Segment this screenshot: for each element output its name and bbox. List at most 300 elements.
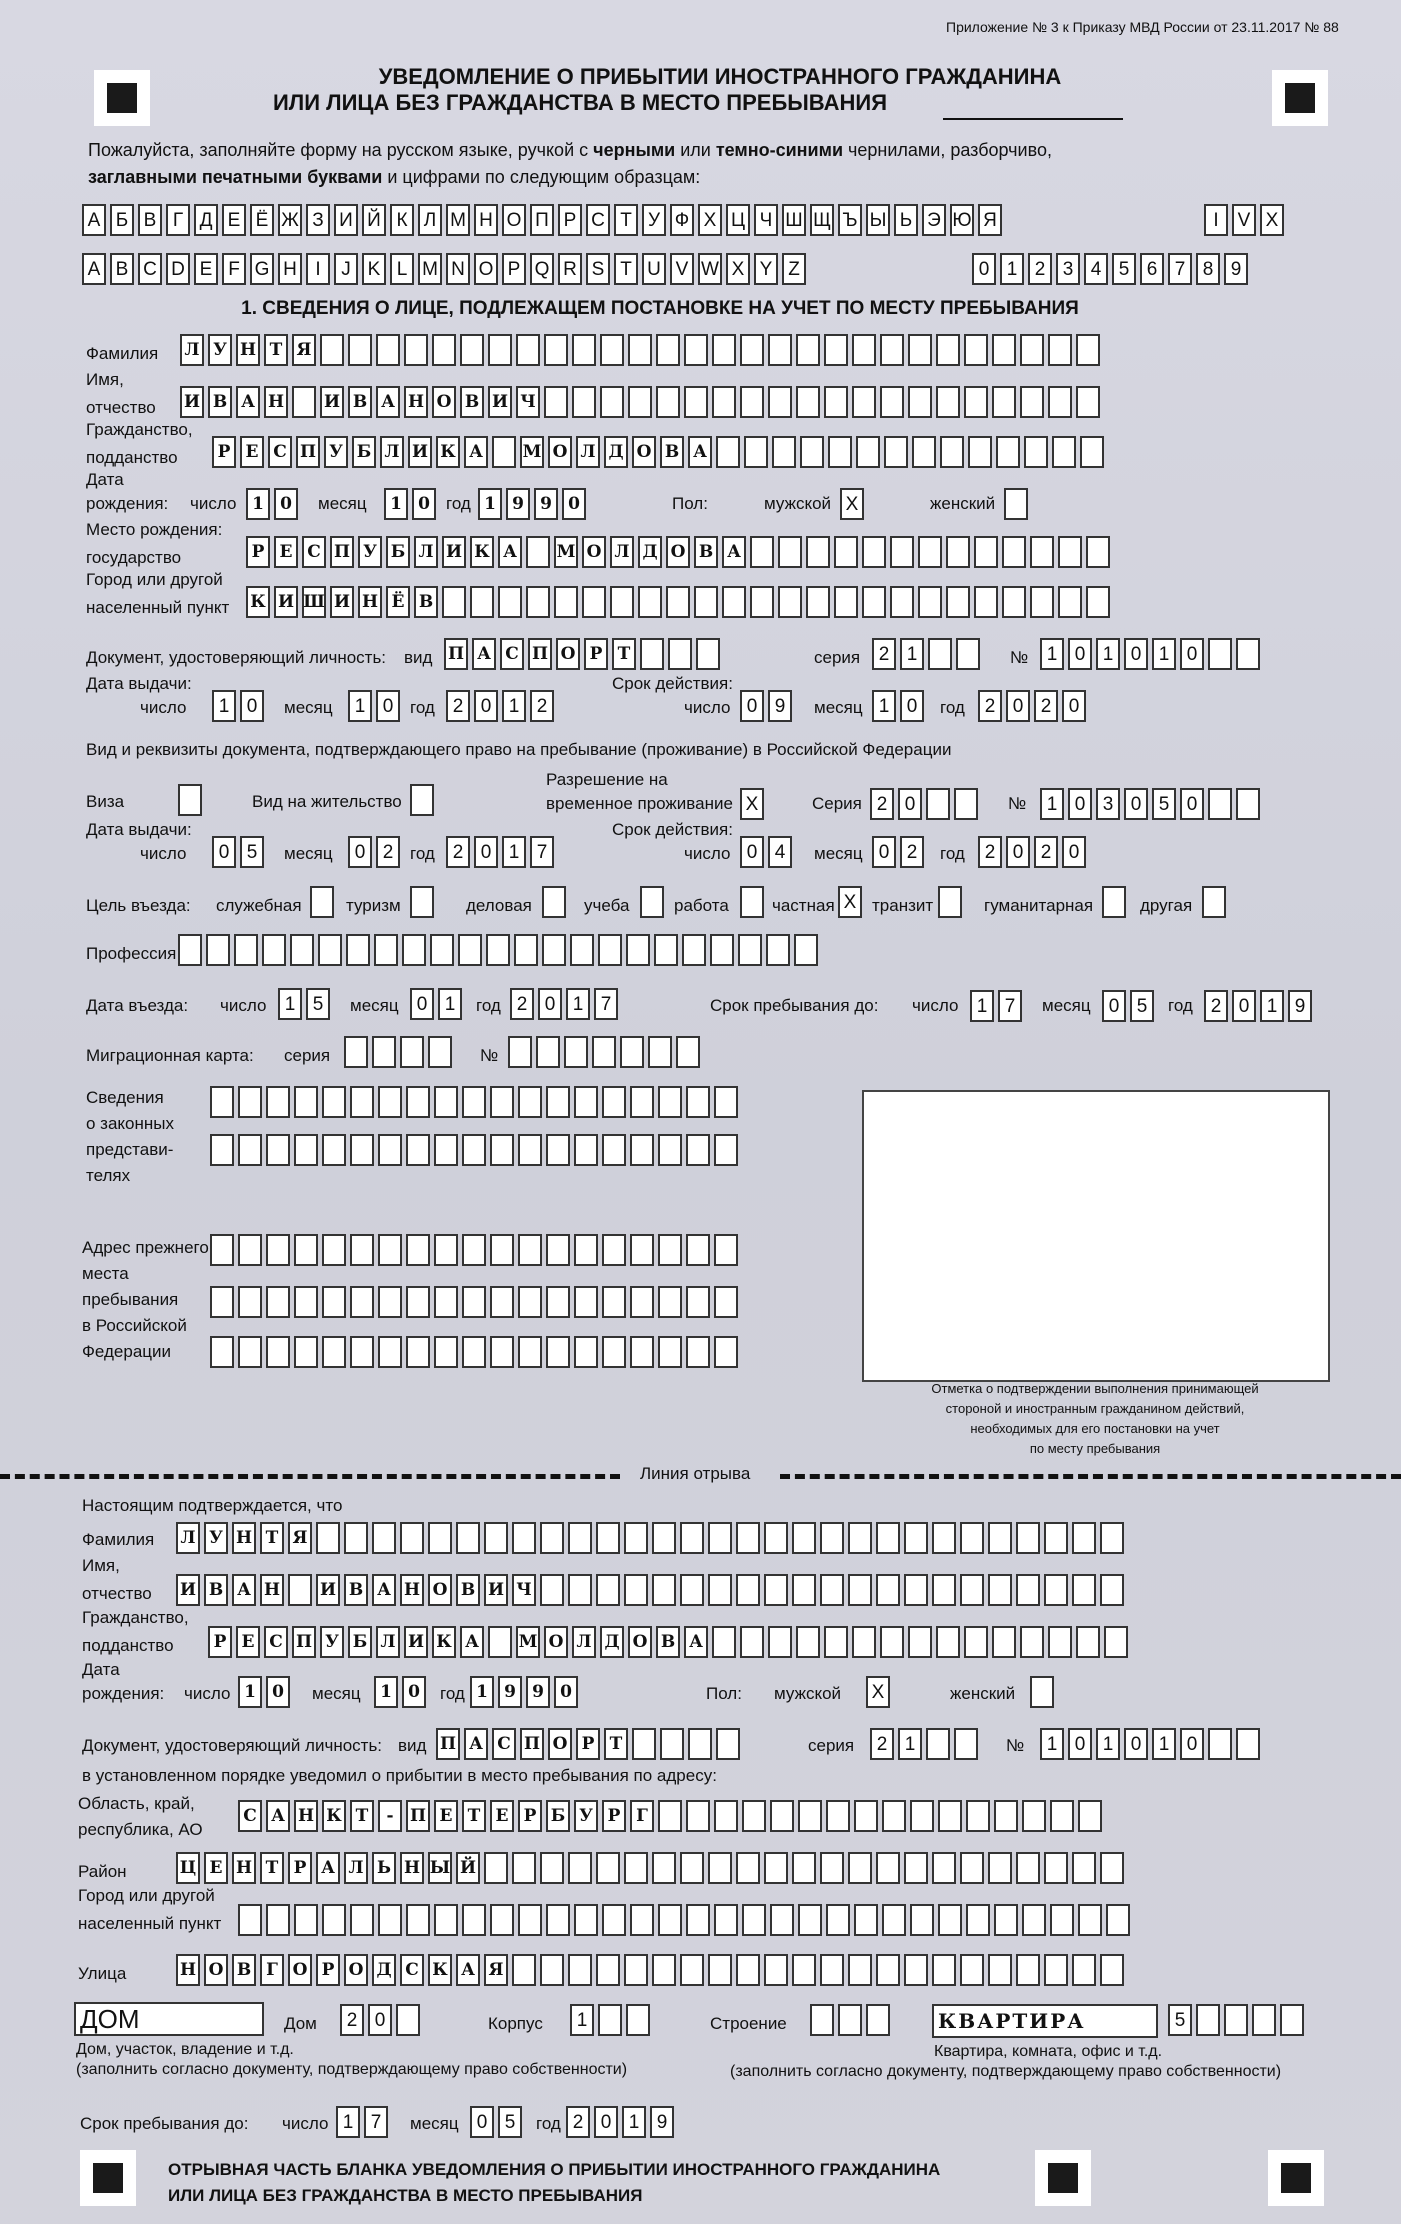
- char-cell[interactable]: X: [838, 886, 862, 918]
- char-cell[interactable]: [1078, 1800, 1102, 1832]
- char-cell[interactable]: И: [484, 1574, 508, 1606]
- char-cell[interactable]: [996, 436, 1020, 468]
- char-cell[interactable]: [638, 586, 662, 618]
- char-cell[interactable]: [568, 1574, 592, 1606]
- char-cell[interactable]: В: [414, 586, 438, 618]
- char-cell[interactable]: И: [408, 436, 432, 468]
- char-cell[interactable]: [630, 1234, 654, 1266]
- char-cell[interactable]: [266, 1904, 290, 1936]
- char-cell[interactable]: [406, 1904, 430, 1936]
- valid-year-field[interactable]: [978, 690, 1086, 722]
- char-cell[interactable]: [400, 1522, 424, 1554]
- permit-series-field[interactable]: [870, 788, 978, 820]
- char-cell[interactable]: [1224, 2004, 1248, 2036]
- char-cell[interactable]: [862, 586, 886, 618]
- char-cell[interactable]: [778, 586, 802, 618]
- char-cell[interactable]: 1: [872, 690, 896, 722]
- char-cell[interactable]: [1030, 1676, 1054, 1708]
- char-cell[interactable]: [596, 1852, 620, 1884]
- char-cell[interactable]: [546, 1336, 570, 1368]
- char-cell[interactable]: [568, 1852, 592, 1884]
- char-cell[interactable]: [764, 1522, 788, 1554]
- permit-valid-year-field[interactable]: [978, 836, 1086, 868]
- char-cell[interactable]: [852, 386, 876, 418]
- char-cell[interactable]: [1078, 1904, 1102, 1936]
- char-cell[interactable]: 1: [502, 836, 526, 868]
- char-cell[interactable]: [628, 334, 652, 366]
- char-cell[interactable]: 1: [246, 488, 270, 520]
- profession-field[interactable]: [178, 934, 818, 966]
- char-cell[interactable]: О: [548, 1728, 572, 1760]
- char-cell[interactable]: [716, 1728, 740, 1760]
- char-cell[interactable]: Н: [236, 334, 260, 366]
- citizenship-field[interactable]: [212, 436, 1104, 468]
- char-cell[interactable]: 0: [474, 690, 498, 722]
- char-cell[interactable]: [602, 1086, 626, 1118]
- char-cell[interactable]: -: [378, 1800, 402, 1832]
- char-cell[interactable]: Е: [490, 1800, 514, 1832]
- purpose-work-checkbox[interactable]: [740, 886, 764, 918]
- char-cell[interactable]: [630, 1904, 654, 1936]
- char-cell[interactable]: [904, 1852, 928, 1884]
- char-cell[interactable]: М: [554, 536, 578, 568]
- char-cell[interactable]: С: [238, 1800, 262, 1832]
- char-cell[interactable]: И: [274, 586, 298, 618]
- char-cell[interactable]: [686, 1336, 710, 1368]
- char-cell[interactable]: 1: [1260, 990, 1284, 1022]
- char-cell[interactable]: Н: [294, 1800, 318, 1832]
- char-cell[interactable]: [462, 1234, 486, 1266]
- char-cell[interactable]: 0: [1006, 836, 1030, 868]
- char-cell[interactable]: [546, 1234, 570, 1266]
- char-cell[interactable]: [658, 1134, 682, 1166]
- flat-type-field[interactable]: КВАРТИРА: [932, 2004, 1158, 2038]
- legal-rep-row-2[interactable]: [210, 1134, 738, 1166]
- char-cell[interactable]: 1: [1096, 1728, 1120, 1760]
- char-cell[interactable]: [1020, 1626, 1044, 1658]
- dob-year-field[interactable]: [478, 488, 586, 520]
- char-cell[interactable]: [1280, 2004, 1304, 2036]
- char-cell[interactable]: [570, 934, 594, 966]
- char-cell[interactable]: [518, 1086, 542, 1118]
- char-cell[interactable]: 2: [530, 690, 554, 722]
- char-cell[interactable]: [882, 1800, 906, 1832]
- char-cell[interactable]: [1052, 436, 1076, 468]
- char-cell[interactable]: В: [660, 436, 684, 468]
- char-cell[interactable]: А: [464, 1728, 488, 1760]
- char-cell[interactable]: Л: [576, 436, 600, 468]
- char-cell[interactable]: [936, 386, 960, 418]
- char-cell[interactable]: 1: [1040, 638, 1064, 670]
- char-cell[interactable]: [624, 1954, 648, 1986]
- char-cell[interactable]: [266, 1286, 290, 1318]
- char-cell[interactable]: [322, 1286, 346, 1318]
- char-cell[interactable]: 1: [478, 488, 502, 520]
- char-cell[interactable]: [596, 1522, 620, 1554]
- char-cell[interactable]: [640, 886, 664, 918]
- char-cell[interactable]: [876, 1954, 900, 1986]
- char-cell[interactable]: К: [436, 436, 460, 468]
- char-cell[interactable]: [1050, 1800, 1074, 1832]
- name-field[interactable]: [180, 386, 1100, 418]
- char-cell[interactable]: 0: [1068, 638, 1092, 670]
- char-cell[interactable]: В: [456, 1574, 480, 1606]
- char-cell[interactable]: В: [208, 386, 232, 418]
- char-cell[interactable]: [542, 886, 566, 918]
- char-cell[interactable]: 1: [1040, 1728, 1064, 1760]
- char-cell[interactable]: [880, 386, 904, 418]
- char-cell[interactable]: [1076, 1626, 1100, 1658]
- char-cell[interactable]: [946, 586, 970, 618]
- char-cell[interactable]: [350, 1086, 374, 1118]
- char-cell[interactable]: [238, 1286, 262, 1318]
- char-cell[interactable]: [344, 1036, 368, 1068]
- pob-city-field[interactable]: [246, 586, 1110, 618]
- char-cell[interactable]: [848, 1574, 872, 1606]
- char-cell[interactable]: А: [498, 536, 522, 568]
- char-cell[interactable]: А: [472, 638, 496, 670]
- char-cell[interactable]: А: [460, 1626, 484, 1658]
- purpose-transit-checkbox[interactable]: [938, 886, 962, 918]
- char-cell[interactable]: Т: [260, 1852, 284, 1884]
- char-cell[interactable]: [1072, 1574, 1096, 1606]
- entry-day-field[interactable]: [278, 988, 330, 1020]
- char-cell[interactable]: Я: [288, 1522, 312, 1554]
- char-cell[interactable]: [512, 1522, 536, 1554]
- char-cell[interactable]: [1076, 386, 1100, 418]
- char-cell[interactable]: [750, 586, 774, 618]
- char-cell[interactable]: 1: [238, 1676, 262, 1708]
- tear-name-field[interactable]: [176, 1574, 1124, 1606]
- char-cell[interactable]: Т: [350, 1800, 374, 1832]
- char-cell[interactable]: [926, 1728, 950, 1760]
- char-cell[interactable]: [600, 334, 624, 366]
- char-cell[interactable]: [442, 586, 466, 618]
- char-cell[interactable]: [910, 1800, 934, 1832]
- purpose-study-checkbox[interactable]: [640, 886, 664, 918]
- char-cell[interactable]: 1: [470, 1676, 494, 1708]
- char-cell[interactable]: О: [556, 638, 580, 670]
- char-cell[interactable]: [238, 1904, 262, 1936]
- char-cell[interactable]: Б: [352, 436, 376, 468]
- char-cell[interactable]: [462, 1086, 486, 1118]
- char-cell[interactable]: Г: [260, 1954, 284, 1986]
- char-cell[interactable]: [964, 1626, 988, 1658]
- char-cell[interactable]: 1: [1152, 638, 1176, 670]
- char-cell[interactable]: [1044, 1954, 1068, 1986]
- entry-month-field[interactable]: [410, 988, 462, 1020]
- char-cell[interactable]: И: [180, 386, 204, 418]
- char-cell[interactable]: О: [666, 536, 690, 568]
- char-cell[interactable]: [1072, 1522, 1096, 1554]
- char-cell[interactable]: [378, 1234, 402, 1266]
- char-cell[interactable]: [668, 638, 692, 670]
- char-cell[interactable]: У: [324, 436, 348, 468]
- char-cell[interactable]: [964, 386, 988, 418]
- char-cell[interactable]: Н: [404, 386, 428, 418]
- char-cell[interactable]: [656, 334, 680, 366]
- char-cell[interactable]: 5: [306, 988, 330, 1020]
- char-cell[interactable]: 7: [998, 990, 1022, 1022]
- char-cell[interactable]: [462, 1286, 486, 1318]
- char-cell[interactable]: 1: [898, 1728, 922, 1760]
- legal-rep-row-1[interactable]: [210, 1086, 738, 1118]
- issue-year-field[interactable]: [446, 690, 554, 722]
- char-cell[interactable]: 0: [266, 1676, 290, 1708]
- char-cell[interactable]: [848, 1522, 872, 1554]
- char-cell[interactable]: [1044, 1522, 1068, 1554]
- char-cell[interactable]: [484, 1852, 508, 1884]
- char-cell[interactable]: [624, 1574, 648, 1606]
- tear-doc-series-field[interactable]: [870, 1728, 978, 1760]
- city-field[interactable]: [238, 1904, 1130, 1936]
- char-cell[interactable]: [1104, 1626, 1128, 1658]
- char-cell[interactable]: [1236, 638, 1260, 670]
- char-cell[interactable]: [910, 1904, 934, 1936]
- char-cell[interactable]: [518, 1134, 542, 1166]
- char-cell[interactable]: [716, 436, 740, 468]
- char-cell[interactable]: [178, 784, 202, 816]
- char-cell[interactable]: 1: [336, 2106, 360, 2138]
- char-cell[interactable]: [432, 334, 456, 366]
- char-cell[interactable]: [824, 1626, 848, 1658]
- char-cell[interactable]: [568, 1522, 592, 1554]
- char-cell[interactable]: [1100, 1954, 1124, 1986]
- char-cell[interactable]: 1: [212, 690, 236, 722]
- tear-doc-kind-field[interactable]: [436, 1728, 740, 1760]
- char-cell[interactable]: [1236, 788, 1260, 820]
- char-cell[interactable]: Л: [344, 1852, 368, 1884]
- char-cell[interactable]: [346, 934, 370, 966]
- char-cell[interactable]: [262, 934, 286, 966]
- surname-field[interactable]: [180, 334, 1100, 366]
- char-cell[interactable]: [658, 1286, 682, 1318]
- char-cell[interactable]: [1050, 1904, 1074, 1936]
- char-cell[interactable]: [434, 1086, 458, 1118]
- char-cell[interactable]: [456, 1522, 480, 1554]
- char-cell[interactable]: [488, 1626, 512, 1658]
- char-cell[interactable]: У: [574, 1800, 598, 1832]
- char-cell[interactable]: [602, 1134, 626, 1166]
- char-cell[interactable]: [568, 1954, 592, 1986]
- char-cell[interactable]: [462, 1134, 486, 1166]
- char-cell[interactable]: П: [444, 638, 468, 670]
- char-cell[interactable]: [210, 1134, 234, 1166]
- char-cell[interactable]: [792, 1574, 816, 1606]
- char-cell[interactable]: А: [722, 536, 746, 568]
- permit-issue-day-field[interactable]: [212, 836, 264, 868]
- house-field[interactable]: [340, 2004, 420, 2036]
- char-cell[interactable]: [736, 1852, 760, 1884]
- char-cell[interactable]: [508, 1036, 532, 1068]
- char-cell[interactable]: [460, 334, 484, 366]
- char-cell[interactable]: С: [492, 1728, 516, 1760]
- char-cell[interactable]: [490, 1086, 514, 1118]
- char-cell[interactable]: [378, 1134, 402, 1166]
- char-cell[interactable]: [602, 1336, 626, 1368]
- char-cell[interactable]: 9: [768, 690, 792, 722]
- char-cell[interactable]: Л: [376, 1626, 400, 1658]
- char-cell[interactable]: У: [204, 1522, 228, 1554]
- char-cell[interactable]: [792, 1954, 816, 1986]
- char-cell[interactable]: 5: [1130, 990, 1154, 1022]
- char-cell[interactable]: [772, 436, 796, 468]
- char-cell[interactable]: [960, 1522, 984, 1554]
- char-cell[interactable]: [410, 784, 434, 816]
- residence-checkbox[interactable]: [410, 784, 434, 816]
- char-cell[interactable]: 2: [872, 638, 896, 670]
- purpose-other-checkbox[interactable]: [1202, 886, 1226, 918]
- char-cell[interactable]: [372, 1036, 396, 1068]
- building-field[interactable]: [810, 2004, 890, 2036]
- char-cell[interactable]: [656, 386, 680, 418]
- char-cell[interactable]: [1208, 638, 1232, 670]
- char-cell[interactable]: [1106, 1904, 1130, 1936]
- char-cell[interactable]: 0: [348, 836, 372, 868]
- char-cell[interactable]: 3: [1096, 788, 1120, 820]
- char-cell[interactable]: [876, 1522, 900, 1554]
- char-cell[interactable]: [290, 934, 314, 966]
- char-cell[interactable]: К: [470, 536, 494, 568]
- char-cell[interactable]: 2: [510, 988, 534, 1020]
- char-cell[interactable]: [266, 1086, 290, 1118]
- char-cell[interactable]: X: [840, 488, 864, 520]
- tear-dob-month-field[interactable]: [374, 1676, 426, 1708]
- char-cell[interactable]: [624, 1852, 648, 1884]
- korpus-field[interactable]: [570, 2004, 650, 2036]
- char-cell[interactable]: [1080, 436, 1104, 468]
- char-cell[interactable]: [918, 586, 942, 618]
- char-cell[interactable]: [540, 1522, 564, 1554]
- char-cell[interactable]: [766, 934, 790, 966]
- char-cell[interactable]: [536, 1036, 560, 1068]
- char-cell[interactable]: Е: [204, 1852, 228, 1884]
- char-cell[interactable]: [1086, 536, 1110, 568]
- doc-series-field[interactable]: [872, 638, 980, 670]
- char-cell[interactable]: [1044, 1574, 1068, 1606]
- char-cell[interactable]: П: [330, 536, 354, 568]
- char-cell[interactable]: 0: [900, 690, 924, 722]
- char-cell[interactable]: [350, 1336, 374, 1368]
- char-cell[interactable]: [376, 334, 400, 366]
- char-cell[interactable]: [826, 1904, 850, 1936]
- char-cell[interactable]: [434, 1134, 458, 1166]
- char-cell[interactable]: [932, 1574, 956, 1606]
- char-cell[interactable]: [852, 1626, 876, 1658]
- char-cell[interactable]: 7: [364, 2106, 388, 2138]
- valid-day-field[interactable]: [740, 690, 792, 722]
- char-cell[interactable]: [988, 1522, 1012, 1554]
- char-cell[interactable]: [856, 436, 880, 468]
- char-cell[interactable]: [574, 1336, 598, 1368]
- char-cell[interactable]: [820, 1852, 844, 1884]
- char-cell[interactable]: С: [302, 536, 326, 568]
- char-cell[interactable]: [946, 536, 970, 568]
- char-cell[interactable]: [564, 1036, 588, 1068]
- char-cell[interactable]: [794, 934, 818, 966]
- char-cell[interactable]: [904, 1574, 928, 1606]
- char-cell[interactable]: [862, 536, 886, 568]
- char-cell[interactable]: [1004, 488, 1028, 520]
- char-cell[interactable]: [630, 1286, 654, 1318]
- char-cell[interactable]: 2: [340, 2004, 364, 2036]
- char-cell[interactable]: 0: [594, 2106, 618, 2138]
- purpose-private-checkbox[interactable]: [838, 886, 862, 918]
- char-cell[interactable]: [652, 1954, 676, 1986]
- char-cell[interactable]: Л: [380, 436, 404, 468]
- char-cell[interactable]: [620, 1036, 644, 1068]
- char-cell[interactable]: [932, 1852, 956, 1884]
- stay-day-field[interactable]: [970, 990, 1022, 1022]
- char-cell[interactable]: [956, 638, 980, 670]
- char-cell[interactable]: У: [358, 536, 382, 568]
- char-cell[interactable]: [966, 1800, 990, 1832]
- char-cell[interactable]: 0: [1068, 788, 1092, 820]
- char-cell[interactable]: Б: [546, 1800, 570, 1832]
- char-cell[interactable]: [714, 1286, 738, 1318]
- char-cell[interactable]: С: [268, 436, 292, 468]
- char-cell[interactable]: Н: [232, 1852, 256, 1884]
- char-cell[interactable]: О: [544, 1626, 568, 1658]
- char-cell[interactable]: С: [264, 1626, 288, 1658]
- char-cell[interactable]: [434, 1336, 458, 1368]
- char-cell[interactable]: [518, 1336, 542, 1368]
- char-cell[interactable]: [374, 934, 398, 966]
- char-cell[interactable]: 5: [1168, 2004, 1192, 2036]
- char-cell[interactable]: [884, 436, 908, 468]
- char-cell[interactable]: [1002, 586, 1026, 618]
- char-cell[interactable]: О: [432, 386, 456, 418]
- char-cell[interactable]: П: [292, 1626, 316, 1658]
- char-cell[interactable]: 0: [562, 488, 586, 520]
- char-cell[interactable]: [490, 1234, 514, 1266]
- char-cell[interactable]: [318, 934, 342, 966]
- char-cell[interactable]: 1: [970, 990, 994, 1022]
- doc-number-field[interactable]: [1040, 638, 1260, 670]
- char-cell[interactable]: [484, 1522, 508, 1554]
- char-cell[interactable]: Г: [630, 1800, 654, 1832]
- char-cell[interactable]: [462, 1904, 486, 1936]
- char-cell[interactable]: [742, 1904, 766, 1936]
- char-cell[interactable]: 1: [900, 638, 924, 670]
- char-cell[interactable]: [630, 1336, 654, 1368]
- char-cell[interactable]: Й: [456, 1852, 480, 1884]
- char-cell[interactable]: [628, 386, 652, 418]
- char-cell[interactable]: [320, 334, 344, 366]
- char-cell[interactable]: Б: [386, 536, 410, 568]
- female-checkbox[interactable]: [1004, 488, 1028, 520]
- permit-valid-day-field[interactable]: [740, 836, 792, 868]
- migcard-series-field[interactable]: [344, 1036, 452, 1068]
- char-cell[interactable]: [210, 1336, 234, 1368]
- char-cell[interactable]: 1: [438, 988, 462, 1020]
- char-cell[interactable]: 1: [374, 1676, 398, 1708]
- district-field[interactable]: [176, 1852, 1124, 1884]
- char-cell[interactable]: 0: [1180, 638, 1204, 670]
- char-cell[interactable]: [796, 386, 820, 418]
- char-cell[interactable]: 2: [376, 836, 400, 868]
- char-cell[interactable]: [908, 334, 932, 366]
- char-cell[interactable]: [994, 1800, 1018, 1832]
- char-cell[interactable]: Ч: [516, 386, 540, 418]
- char-cell[interactable]: [796, 334, 820, 366]
- char-cell[interactable]: [406, 1286, 430, 1318]
- purpose-humanitarian-checkbox[interactable]: [1102, 886, 1126, 918]
- char-cell[interactable]: Ё: [386, 586, 410, 618]
- char-cell[interactable]: С: [500, 638, 524, 670]
- char-cell[interactable]: Р: [288, 1852, 312, 1884]
- char-cell[interactable]: [824, 334, 848, 366]
